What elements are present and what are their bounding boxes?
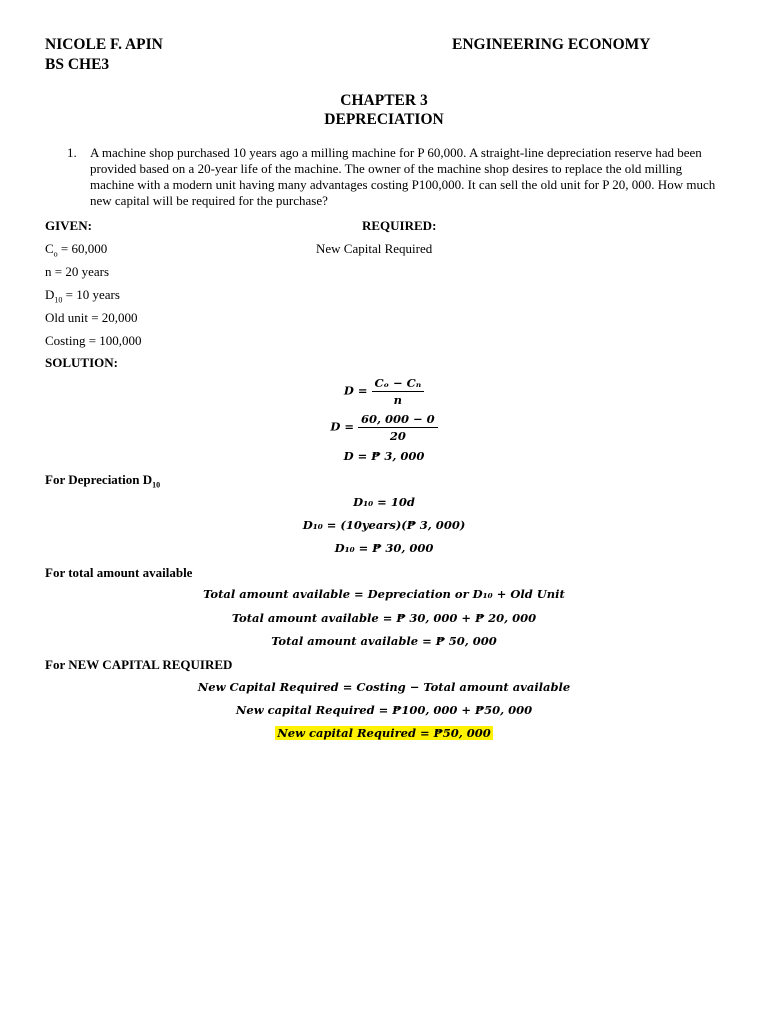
given-initial-cost (45, 241, 107, 259)
solution-label: SOLUTION: (45, 355, 118, 370)
equation-total-substitution: Total amount available = ₱ 30, 000 + ₱ 20, 000 (231, 611, 537, 625)
depreciation-heading-subscript: 10 (152, 480, 161, 490)
topic-title: DEPRECIATION (324, 111, 444, 128)
equation-annual-depreciation: D = ₱ 3, 000 (343, 449, 425, 463)
co-value: = 60,000 (57, 241, 108, 256)
eq1-fraction (372, 376, 425, 407)
d-value: = 10 years (62, 287, 120, 302)
required-value: New Capital Required (316, 241, 433, 256)
student-course: BS CHE3 (45, 56, 110, 73)
equation-total-result: Total amount available = ₱ 50, 000 (271, 634, 497, 648)
given-costing: Costing = 100,000 (45, 333, 142, 348)
eq2-numerator: 60, 000 − 0 (358, 412, 438, 428)
d-symbol: D (45, 287, 55, 302)
given-old-unit: Old unit = 20,000 (45, 310, 138, 325)
equation-straight-line-formula (0, 376, 768, 407)
eq2-fraction (358, 412, 438, 443)
total-amount-heading: For total amount available (45, 565, 193, 580)
co-symbol: C (45, 241, 54, 256)
student-name: NICOLE F. APIN (45, 36, 163, 53)
equation-capital-definition: New Capital Required = Costing − Total amount available (197, 680, 571, 694)
problem-text: A machine shop purchased 10 years ago a milling machine for P 60,000. A straight-line depreciation reserve had been provided based on a 20-year life of the machine. The owner of the machine shop desires to replace the old milling machine with a modern unit having many advantages costing P100,000. It can sell the old unit for P 20, 000. How much new capital will be required for the purchase? (90, 145, 716, 208)
co-subscript: o (53, 249, 58, 259)
given-life: n = 20 years (45, 264, 110, 279)
eq1-numerator: Cₒ − Cₙ (372, 376, 425, 392)
equation-d10-substitution: D₁₀ = (10years)(₱ 3, 000) (302, 518, 466, 532)
d-subscript: 10 (54, 295, 63, 305)
equation-capital-result (0, 726, 768, 740)
eq2-lhs: D = (330, 419, 354, 434)
given-label: GIVEN: (45, 218, 92, 233)
equation-capital-substitution: New capital Required = ₱100, 000 + ₱50, 000 (235, 703, 533, 717)
eq1-lhs: D = (343, 383, 368, 398)
final-answer-highlight: New capital Required = ₱50, 000 (277, 726, 491, 740)
depreciation-heading-text: For Depreciation D (45, 472, 153, 487)
eq1-denominator: n (393, 393, 402, 407)
equation-total-definition: Total amount available = Depreciation or D₁₀ + Old Unit (203, 587, 565, 601)
equation-substitution (0, 412, 768, 443)
equation-d10-result: D₁₀ = ₱ 30, 000 (334, 541, 434, 555)
new-capital-heading: For NEW CAPITAL REQUIRED (45, 657, 233, 672)
required-label: REQUIRED: (362, 218, 437, 233)
given-depreciation-years (45, 287, 120, 305)
subject-title: ENGINEERING ECONOMY (452, 36, 651, 53)
chapter-title: CHAPTER 3 (340, 92, 428, 109)
equation-d10-definition: D₁₀ = 10d (353, 495, 415, 509)
depreciation-heading (45, 472, 160, 490)
problem-number: 1. (67, 145, 77, 160)
eq2-denominator: 20 (389, 429, 406, 443)
